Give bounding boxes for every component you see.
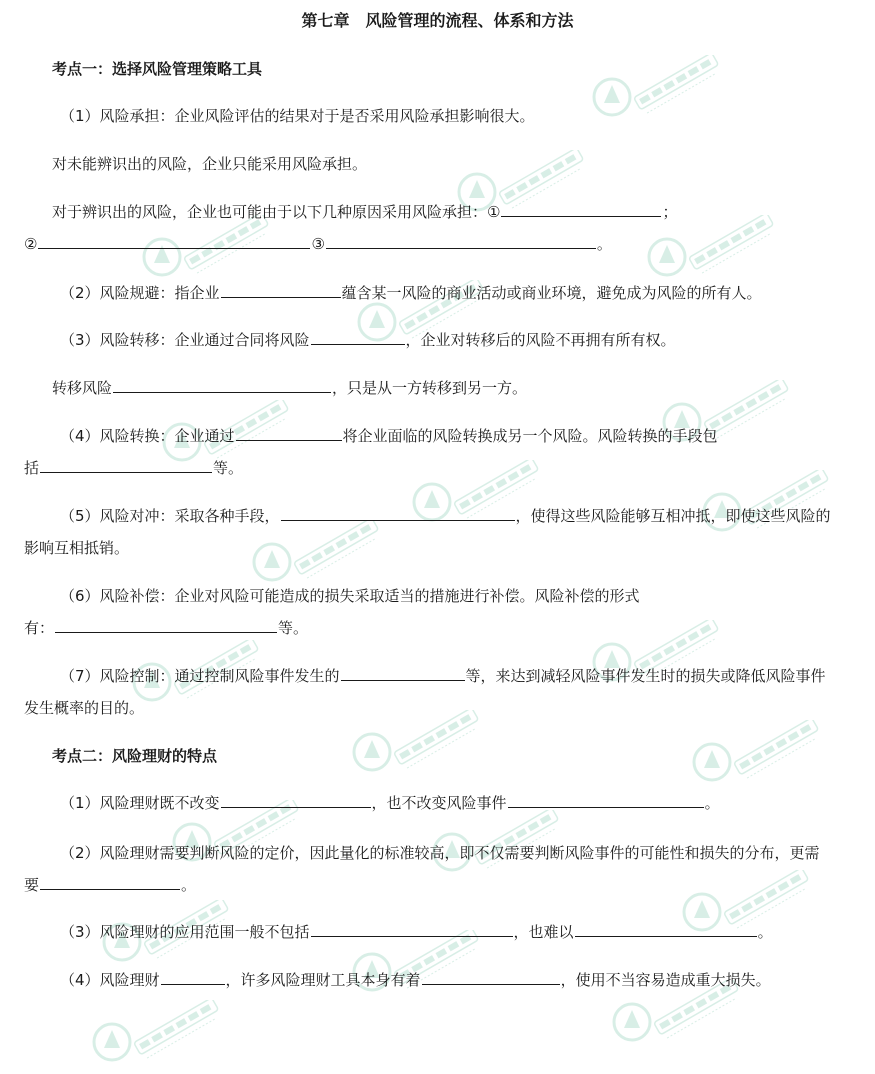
item6-risk-compensation: （6）风险补偿：企业对风险可能造成的损失采取适当的措施进行补偿。风险补偿的形式 <box>60 587 640 605</box>
watermark-logo <box>90 1000 240 1074</box>
fill-blank-4[interactable] <box>221 283 341 298</box>
watermark-logo <box>590 55 740 129</box>
fill-blank-9[interactable] <box>281 506 515 521</box>
fill-blank-7[interactable] <box>236 426 342 441</box>
chapter-title: 第七章 风险管理的流程、体系和方法 <box>301 11 574 30</box>
item4-risk-conversion: （4）风险转换：企业通过 将企业面临的风险转换成另一个风险。风险转换的手段包 <box>60 427 718 445</box>
fill-blank-8[interactable] <box>40 458 212 473</box>
item7-continuation: 发生概率的目的。 <box>24 699 145 717</box>
item1-identified-risk: 对于辨识出的风险，企业也可能由于以下几种原因采用风险承担：① ； <box>52 203 678 221</box>
watermark-logo <box>250 520 400 594</box>
item3-risk-transfer: （3）风险转移：企业通过合同将风险 ，企业对转移后的风险不再拥有所有权。 <box>60 331 676 349</box>
fill-blank-11[interactable] <box>341 666 465 681</box>
item1-unidentified-risk: 对未能辨识出的风险，企业只能采用风险承担。 <box>52 155 368 173</box>
fill-blank-10[interactable] <box>55 618 277 633</box>
fill-blank-13[interactable] <box>508 793 704 808</box>
item1-risk-retention: （1）风险承担：企业风险评估的结果对于是否采用风险承担影响很大。 <box>60 107 535 125</box>
fill-blank-6[interactable] <box>113 378 331 393</box>
item3-transfer-note: 转移风险 ，只是从一方转移到另一方。 <box>52 379 528 397</box>
section1-heading: 考点一：选择风险管理策略工具 <box>52 60 263 78</box>
fill-blank-15[interactable] <box>311 922 513 937</box>
finance-item1: （1）风险理财既不改变 ，也不改变风险事件 。 <box>60 794 720 812</box>
item7-risk-control: （7）风险控制：通过控制风险事件发生的 等，来达到减轻风险事件发生时的损失或降低风险事件 <box>60 667 826 685</box>
fill-blank-3[interactable] <box>326 234 596 249</box>
finance-item3: （3）风险理财的应用范围一般不包括 ，也难以 。 <box>60 923 773 941</box>
finance-item4: （4）风险理财 ，许多风险理财工具本身有着 ，使用不当容易造成重大损失。 <box>60 971 771 989</box>
fill-blank-16[interactable] <box>575 922 757 937</box>
watermark-logo <box>690 720 840 794</box>
item2-risk-avoidance: （2）风险规避：指企业 蕴含某一风险的商业活动或商业环境，避免成为风险的所有人。 <box>60 284 762 302</box>
watermark-logo <box>645 215 795 289</box>
fill-blank-1[interactable] <box>501 202 661 217</box>
section2-heading: 考点二：风险理财的特点 <box>52 747 218 765</box>
watermark-logo <box>350 710 500 784</box>
item6-forms: 有： 等。 <box>24 619 309 637</box>
fill-blank-14[interactable] <box>40 875 180 890</box>
watermark-logo <box>610 980 760 1054</box>
item5-risk-hedging: （5）风险对冲：采取各种手段， ，使得这些风险能够互相冲抵，即使这些风险的 <box>60 507 831 525</box>
finance-item2-continuation: 要 。 <box>24 876 197 894</box>
finance-item2: （2）风险理财需要判断风险的定价，因此量化的标准较高，即不仅需要判断风险事件的可能性和损失的分布，更需 <box>60 844 820 862</box>
item4-conversion-means: 括 等。 <box>24 459 244 477</box>
fill-blank-5[interactable] <box>311 330 405 345</box>
item5-continuation: 影响互相抵销。 <box>24 539 130 557</box>
fill-blank-17[interactable] <box>161 970 225 985</box>
fill-blank-12[interactable] <box>221 793 371 808</box>
fill-blank-2[interactable] <box>38 234 310 249</box>
fill-blank-18[interactable] <box>422 970 560 985</box>
item1-reasons: ② ③ 。 <box>24 235 612 253</box>
